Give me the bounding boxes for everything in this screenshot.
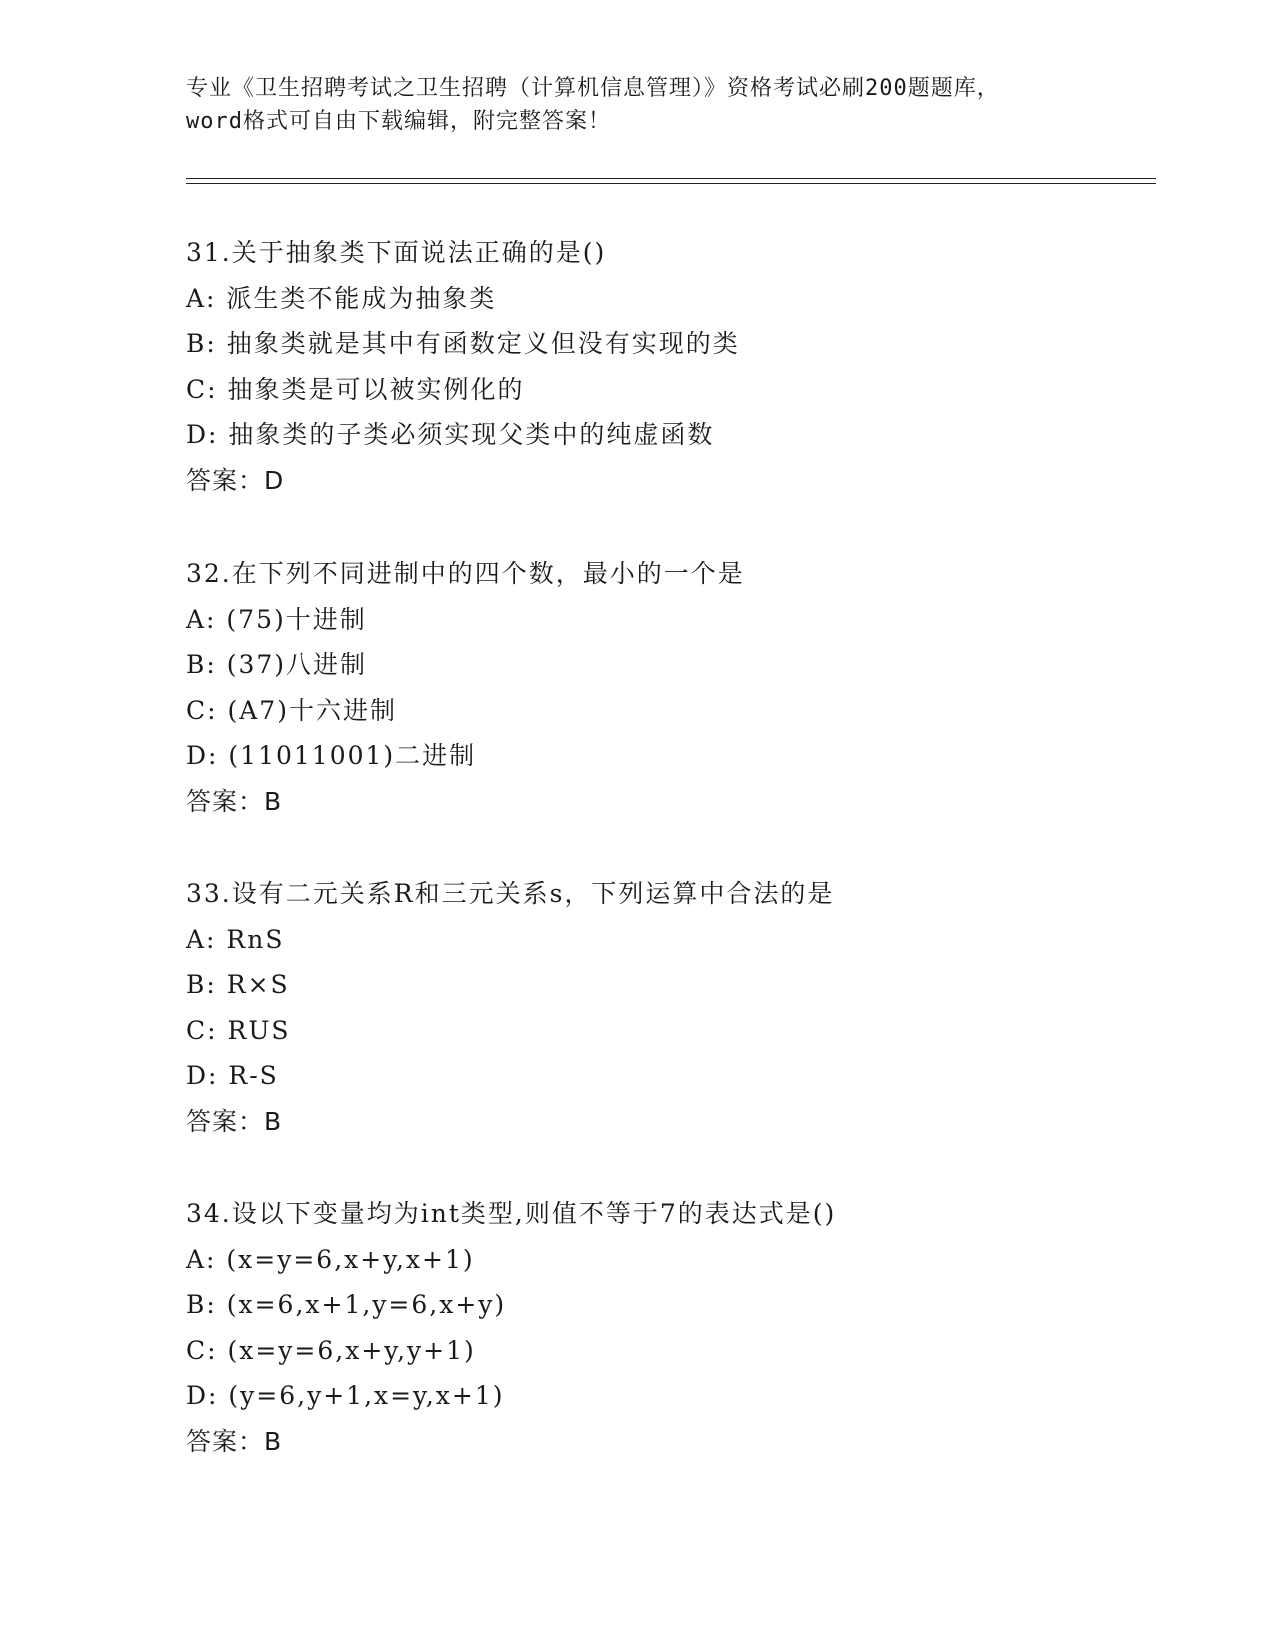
option-d: D: (y=6,y+1,x=y,x+1): [186, 1381, 505, 1410]
answer-line: 答案：D: [186, 465, 285, 495]
option-d: D: 抽象类的子类必须实现父类中的纯虚函数: [186, 420, 715, 449]
answer-line: 答案：B: [186, 1106, 283, 1136]
answer-line: 答案：B: [186, 786, 283, 816]
answer-line: 答案：B: [186, 1426, 283, 1456]
header-subtitle-line: word格式可自由下载编辑，附完整答案！: [186, 109, 611, 134]
option-d: D: (11011001)二进制: [186, 741, 477, 770]
question-stem: 34.设以下变量均为int类型,则值不等于7的表达式是(): [186, 1199, 837, 1228]
option-c: C: (A7)十六进制: [186, 695, 397, 725]
option-a: A: RnS: [186, 924, 285, 954]
question-33: [186, 871, 1156, 1144]
option-c: C: RUS: [186, 1015, 291, 1045]
header-title-line: 专业《卫生招聘考试之卫生招聘（计算机信息管理）》资格考试必刷200题题库，: [186, 76, 1000, 101]
question-31: [186, 230, 1156, 503]
header-divider-top: [186, 178, 1156, 179]
option-b: B: R×S: [186, 970, 290, 999]
question-32: [186, 551, 1156, 824]
question-stem: 31.关于抽象类下面说法正确的是(): [186, 238, 607, 267]
option-b: B: (x=6,x+1,y=6,x+y): [186, 1290, 507, 1319]
option-b: B: 抽象类就是其中有函数定义但没有实现的类: [186, 329, 740, 358]
question-stem: 32.在下列不同进制中的四个数，最小的一个是: [186, 559, 745, 588]
option-d: D: R-S: [186, 1061, 279, 1090]
option-a: A: 派生类不能成为抽象类: [186, 283, 497, 313]
document-header: [186, 72, 1156, 138]
question-stem: 33.设有二元关系R和三元关系s，下列运算中合法的是: [186, 879, 835, 908]
option-a: A: (75)十进制: [186, 604, 367, 634]
option-c: C: (x=y=6,x+y,y+1): [186, 1335, 476, 1365]
question-34: [186, 1191, 1156, 1464]
option-c: C: 抽象类是可以被实例化的: [186, 374, 525, 404]
option-a: A: (x=y=6,x+y,x+1): [186, 1244, 475, 1274]
option-b: B: (37)八进制: [186, 650, 368, 679]
header-divider-bottom: [186, 183, 1156, 184]
